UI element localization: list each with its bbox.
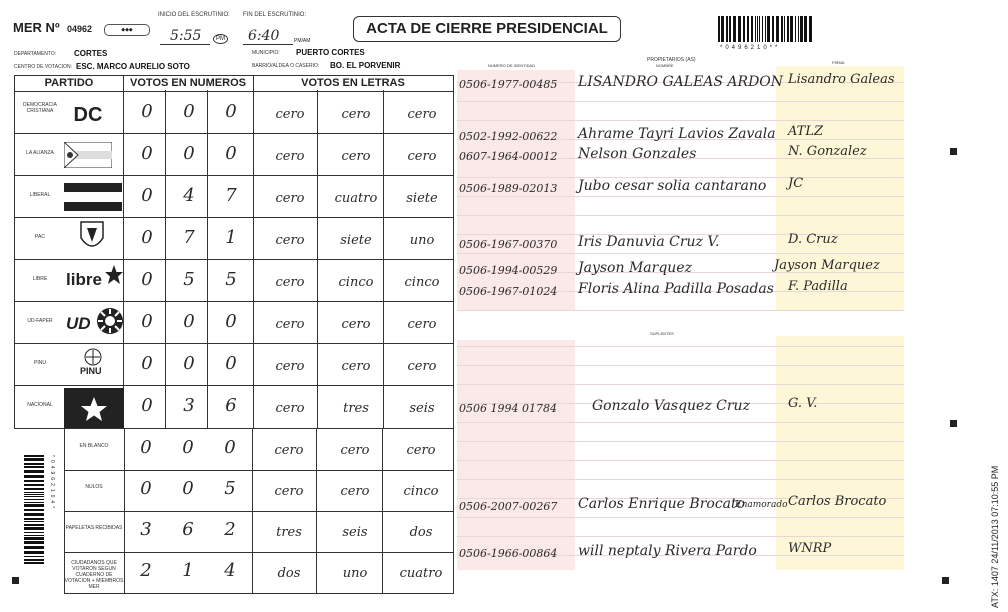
vote-word: cero	[340, 484, 370, 499]
divider	[383, 90, 384, 428]
vote-digit: 5	[225, 269, 237, 290]
vote-digit: 0	[182, 478, 194, 499]
barcode-bar	[767, 16, 770, 42]
signature-column-bg	[776, 336, 904, 570]
barcode-bar	[765, 16, 766, 42]
person-name: Jayson Marquez	[578, 260, 692, 276]
divider	[165, 90, 166, 428]
vote-word: cero	[275, 401, 305, 416]
propietarios-label: PROPIETARIOS (AS)	[647, 57, 696, 63]
barcode-bar	[743, 16, 745, 42]
vote-digit: 0	[141, 269, 153, 290]
vote-word: cero	[275, 317, 305, 332]
signature: F. Padilla	[788, 279, 848, 294]
vote-word: cero	[341, 107, 371, 122]
barcode-bar	[24, 521, 44, 522]
vote-word: cero	[275, 275, 305, 290]
vote-digit: 4	[224, 560, 236, 581]
barcode-bar	[800, 16, 803, 42]
form-line	[457, 365, 904, 366]
id-number: 0506-1977-00485	[459, 78, 558, 91]
person-name: will neptaly Rivera Pardo	[578, 543, 757, 559]
mer-label: MER Nº	[13, 20, 60, 35]
vote-word: cero	[407, 149, 437, 164]
barrio-value: BO. EL PORVENIR	[330, 61, 401, 70]
dc-logo: DC	[73, 104, 103, 126]
form-line	[457, 215, 904, 216]
id-number: 0506-1967-01024	[459, 285, 558, 298]
divider	[207, 90, 208, 428]
vote-word: cero	[340, 443, 370, 458]
liberal-flag-icon	[64, 183, 122, 211]
vote-digit: 0	[183, 101, 195, 122]
col-partido: PARTIDO	[44, 77, 94, 89]
vote-digit: 0	[141, 353, 153, 374]
vote-word: cero	[407, 317, 437, 332]
person-name: Ahrame Tayri Lavios Zavala	[578, 126, 776, 142]
barcode-bar	[24, 518, 44, 520]
person-extra: Enamorado	[735, 500, 788, 510]
vote-digit: 4	[183, 185, 195, 206]
fin-value: 6:40	[248, 28, 280, 44]
signature: Jayson Marquez	[774, 258, 880, 273]
vote-word: cero	[341, 317, 371, 332]
barcode-bar	[795, 16, 796, 42]
row-label: EN BLANCO	[79, 443, 109, 449]
barcode-bar	[809, 16, 812, 42]
vote-digit: 1	[182, 560, 194, 581]
centro-value: ESC. MARCO AURELIO SOTO	[76, 62, 190, 71]
vote-word: uno	[342, 566, 368, 581]
divider	[124, 429, 125, 594]
barcode-bar	[24, 535, 44, 536]
barcode-bar	[776, 16, 779, 42]
party-name: PINU	[34, 360, 46, 366]
vote-digit: 0	[225, 353, 237, 374]
signature: ATLZ	[788, 124, 824, 139]
party-name: NACIONAL	[27, 402, 53, 408]
id-number: 0502-1992-00622	[459, 130, 558, 143]
id-number: 0506-1967-00370	[459, 238, 558, 251]
person-name: Floris Alina Padilla Posadas	[578, 281, 774, 297]
col-letras: VOTOS EN LETRAS	[301, 77, 405, 89]
person-name: Iris Danuvia Cruz V.	[578, 234, 720, 250]
barcode-bar	[718, 16, 720, 42]
vote-digit: 0	[141, 185, 153, 206]
municipio-value: PUERTO CORTES	[296, 48, 365, 57]
vote-word: seis	[342, 525, 368, 540]
vote-word: cero	[275, 149, 305, 164]
vote-word: seis	[409, 401, 435, 416]
row-label: PAPELETAS RECIBIDAS	[65, 525, 123, 531]
barcode-bar	[24, 546, 44, 549]
inicio-unit: PM	[213, 34, 228, 44]
vote-word: tres	[343, 401, 369, 416]
registration-mark	[942, 577, 949, 584]
barcode-bar	[24, 551, 44, 554]
party-name: UD-FAPER	[27, 318, 53, 324]
inicio-line	[160, 44, 210, 45]
id-number: 0506-1994-00529	[459, 264, 558, 277]
barcode-bar	[24, 541, 44, 544]
barcode-bar	[24, 494, 44, 495]
depto-value: CORTES	[74, 49, 108, 58]
barcode-bar	[24, 504, 44, 507]
vote-word: cinco	[403, 484, 439, 499]
barcode-bar	[24, 488, 44, 490]
vote-word: cero	[274, 443, 304, 458]
barcode-bar	[24, 502, 44, 503]
top-barcode-number: *0496210**	[720, 45, 781, 51]
form-line	[457, 120, 904, 121]
divider	[64, 470, 454, 471]
inicio-label: INICIO DEL ESCRUTINIO:	[158, 12, 230, 18]
form-line	[457, 479, 904, 480]
barcode-bar	[733, 16, 736, 42]
vote-digit: 0	[141, 143, 153, 164]
vote-digit: 0	[140, 437, 152, 458]
barcode-bar	[24, 509, 44, 511]
vote-word: cuatro	[334, 191, 378, 206]
barcode-bar	[790, 16, 793, 42]
vote-digit: 0	[225, 143, 237, 164]
barcode-bar	[784, 16, 785, 42]
barcode-bar	[757, 16, 758, 42]
id-number: 0607-1964-00012	[459, 150, 558, 163]
id-number: 0506-1966-00864	[459, 547, 558, 560]
vote-word: cero	[275, 233, 305, 248]
vote-digit: 5	[224, 478, 236, 499]
barcode-bar	[24, 480, 44, 482]
id-label: NUMERO DE IDENTIDAD	[488, 63, 536, 68]
barrio-label: BARRIO/ALDEA O CASERIO:	[252, 63, 320, 69]
id-number: 0506-2007-00267	[459, 500, 558, 513]
vote-word: dos	[277, 566, 301, 581]
barcode-bar	[24, 455, 44, 457]
form-line	[457, 460, 904, 461]
row-label: NULOS	[85, 484, 103, 490]
vote-word: cinco	[338, 275, 374, 290]
barcode-bar	[24, 496, 44, 497]
vote-word: tres	[276, 525, 302, 540]
form-line	[457, 384, 904, 385]
divider	[316, 429, 317, 594]
vote-digit: 0	[141, 395, 153, 416]
barcode-bar	[24, 556, 44, 557]
person-name: Jubo cesar solia cantarano	[578, 178, 767, 194]
left-barcode-number: *04962104*	[49, 455, 55, 512]
signature: Lisandro Galeas	[788, 72, 895, 87]
left-barcode	[24, 455, 46, 565]
vote-word: cuatro	[399, 566, 443, 581]
vote-digit: 6	[182, 519, 194, 540]
barcode-bar	[24, 559, 44, 561]
vote-digit: 0	[141, 101, 153, 122]
barcode-bar	[729, 16, 731, 42]
party-name: LA ALIANZA	[26, 150, 54, 156]
fin-line	[243, 44, 293, 45]
divider	[317, 90, 318, 428]
pac-shield-icon	[77, 220, 107, 254]
vote-word: cero	[406, 443, 436, 458]
top-barcode	[718, 16, 814, 42]
firma-label: FIRMA	[832, 60, 845, 65]
form-line	[457, 253, 904, 254]
form-line	[457, 441, 904, 442]
municipio-label: MUNICIPIO:	[252, 50, 280, 56]
row-label: CIUDADANOS QUE VOTARON SEGUN CUADERNO DE VOTACION + MIEMBROS MER	[64, 560, 124, 590]
barcode-bar	[798, 16, 799, 42]
form-line	[457, 536, 904, 537]
pinu-logo: PINU	[80, 366, 102, 376]
barcode-bar	[747, 16, 749, 42]
barcode-bar	[738, 16, 741, 42]
id-number: 0506 1994 01784	[459, 402, 557, 415]
barcode-bar	[759, 16, 760, 42]
person-name: Carlos Enrique Brocato	[578, 496, 746, 512]
form-line	[457, 422, 904, 423]
signature: D. Cruz	[788, 232, 838, 247]
fin-unit: PM/AM	[294, 38, 311, 44]
signature: WNRP	[788, 541, 832, 556]
vote-digit: 0	[141, 311, 153, 332]
document-title: ACTA DE CIERRE PRESIDENCIAL	[353, 16, 621, 42]
barcode-bar	[24, 492, 44, 493]
vote-word: uno	[409, 233, 435, 248]
registration-mark	[950, 148, 957, 155]
signature: JC	[788, 176, 804, 191]
vote-word: cero	[274, 484, 304, 499]
alianza-flag-icon	[64, 142, 112, 168]
barcode-bar	[781, 16, 783, 42]
vote-word: cero	[275, 191, 305, 206]
form-line	[457, 196, 904, 197]
form-line	[457, 101, 904, 102]
side-stamp: ATX: 1407 24/11/2013 07:10:55 PM	[990, 465, 1000, 608]
inicio-value: 5:55	[170, 28, 202, 44]
barcode-bar	[24, 524, 44, 526]
barcode-bar	[24, 475, 44, 478]
fin-label: FIN DEL ESCRUTINIO:	[243, 12, 307, 18]
vote-digit: 0	[224, 437, 236, 458]
vote-word: cero	[275, 107, 305, 122]
ud-logo: UD	[66, 314, 91, 333]
vote-digit: 3	[183, 395, 195, 416]
vote-digit: 1	[225, 227, 237, 248]
barcode-bar	[24, 562, 44, 564]
barcode-bar	[726, 16, 728, 42]
barcode-bar	[787, 16, 789, 42]
vote-word: cero	[275, 359, 305, 374]
libre-logo: libre	[66, 270, 102, 289]
form-line	[457, 310, 904, 311]
barcode-bar	[24, 470, 44, 473]
barcode-bar	[24, 463, 44, 465]
vote-digit: 0	[182, 437, 194, 458]
divider	[252, 429, 253, 594]
barcode-bar	[762, 16, 763, 42]
signature: G. V.	[788, 396, 818, 411]
vote-digit: 0	[183, 143, 195, 164]
person-name: Gonzalo Vasquez Cruz	[592, 398, 750, 414]
col-numeros: VOTOS EN NUMEROS	[130, 77, 246, 89]
vote-word: siete	[340, 233, 372, 248]
barcode-bar	[24, 513, 44, 516]
vote-digit: 0	[183, 353, 195, 374]
vote-digit: 7	[225, 185, 237, 206]
barcode-bar	[24, 532, 44, 533]
vote-digit: 0	[141, 227, 153, 248]
mer-number: 04962	[67, 24, 93, 34]
vote-digit: 0	[140, 478, 152, 499]
vote-word: dos	[409, 525, 433, 540]
form-line	[457, 517, 904, 518]
vote-digit: 2	[140, 560, 152, 581]
signature: N. Gonzalez	[788, 144, 867, 159]
barcode-bar	[751, 16, 753, 42]
barcode-bar	[755, 16, 756, 42]
divider	[64, 511, 454, 512]
vote-word: cero	[341, 359, 371, 374]
registration-mark	[950, 420, 957, 427]
barcode-bar	[24, 527, 44, 530]
vote-digit: 7	[183, 227, 195, 248]
sun-icon	[96, 307, 124, 335]
vote-word: cero	[341, 149, 371, 164]
person-name: Nelson Gonzales	[578, 146, 697, 162]
logo-icon: ◆◆◆	[104, 24, 150, 36]
form-line	[457, 346, 904, 347]
divider	[382, 429, 383, 594]
vote-digit: 5	[183, 269, 195, 290]
depto-label: DEPARTAMENTO:	[14, 51, 57, 57]
party-name: PAC	[35, 234, 45, 240]
barcode-bar	[24, 499, 44, 500]
registration-mark	[12, 577, 19, 584]
libre-star-icon	[104, 264, 124, 286]
barcode-bar	[24, 484, 44, 486]
vote-digit: 0	[225, 311, 237, 332]
pinu-emblem-icon	[82, 348, 104, 366]
vote-digit: 6	[225, 395, 237, 416]
centro-label: CENTRO DE VOTACION:	[14, 64, 72, 70]
signature: Carlos Brocato	[788, 494, 887, 509]
party-name: LIBERAL	[29, 192, 51, 198]
vote-digit: 2	[224, 519, 236, 540]
suplentes-label: SUPLENTES	[650, 331, 674, 336]
barcode-bar	[24, 458, 44, 461]
vote-word: siete	[406, 191, 438, 206]
nacional-star-icon	[80, 396, 108, 422]
vote-word: cero	[407, 107, 437, 122]
barcode-bar	[24, 537, 44, 540]
vote-word: cero	[407, 359, 437, 374]
id-number: 0506-1989-02013	[459, 182, 558, 195]
person-name: LISANDRO GALEAS ARDON	[578, 74, 784, 90]
party-name: LIBRE	[32, 276, 48, 282]
barcode-bar	[24, 466, 44, 468]
vote-digit: 0	[183, 311, 195, 332]
barcode-bar	[804, 16, 807, 42]
party-name: DEMOCRACIA CRISTIANA	[23, 102, 57, 114]
nombre-label: NOMBRE	[656, 63, 674, 68]
barcode-bar	[721, 16, 724, 42]
divider	[64, 552, 454, 553]
barcode-bar	[772, 16, 774, 42]
vote-digit: 0	[225, 101, 237, 122]
vote-word: cinco	[404, 275, 440, 290]
vote-digit: 3	[140, 519, 152, 540]
